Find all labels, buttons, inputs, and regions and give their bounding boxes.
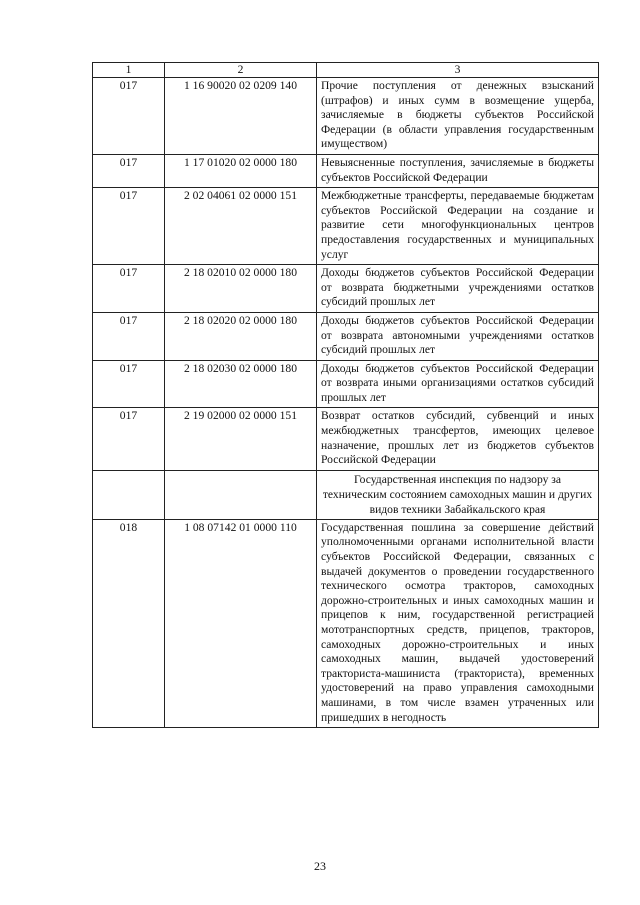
section-title: Государственная инспекция по надзору за техническим состоянием самоходных машин и других видов техники Забайкальского края — [317, 470, 599, 519]
kbk-code-cell: 1 08 07142 01 0000 110 — [165, 519, 317, 727]
admin-code-cell: 017 — [93, 265, 165, 313]
column-header-3: 3 — [317, 63, 599, 78]
column-header-1: 1 — [93, 63, 165, 78]
admin-code-cell: 017 — [93, 188, 165, 265]
section-header-row — [93, 470, 599, 519]
description-cell: Доходы бюджетов субъектов Российской Федерации от возврата бюджетными учреждениями остатков субсидий прошлых лет — [317, 265, 599, 313]
table-header-row — [93, 63, 599, 78]
description-cell: Возврат остатков субсидий, субвенций и иных межбюджетных трансфертов, имеющих целевое назначение, прошлых лет из бюджетов субъектов Российской Федерации — [317, 408, 599, 470]
table-row — [93, 188, 599, 265]
column-header-2: 2 — [165, 63, 317, 78]
table-row — [93, 519, 599, 727]
kbk-code-cell: 1 16 90020 02 0209 140 — [165, 78, 317, 155]
kbk-code-cell: 2 19 02000 02 0000 151 — [165, 408, 317, 470]
kbk-code-cell: 1 17 01020 02 0000 180 — [165, 154, 317, 187]
table-row — [93, 154, 599, 187]
admin-code-cell: 017 — [93, 408, 165, 470]
empty-cell — [93, 470, 165, 519]
table-row — [93, 265, 599, 313]
description-cell: Межбюджетные трансферты, передаваемые бюджетам субъектов Российской Федерации на создание и развитие сети многофункциональных центров предоставления государственных и муниципальных услуг — [317, 188, 599, 265]
table-row — [93, 408, 599, 470]
description-cell: Доходы бюджетов субъектов Российской Федерации от возврата автономными учреждениями остатков субсидий прошлых лет — [317, 312, 599, 360]
description-cell: Прочие поступления от денежных взысканий (штрафов) и иных сумм в возмещение ущерба, зачисляемые в бюджеты субъектов Российской Федерации (в области управления государственным имуществом) — [317, 78, 599, 155]
table-row — [93, 78, 599, 155]
empty-cell — [165, 470, 317, 519]
admin-code-cell: 017 — [93, 360, 165, 408]
kbk-code-cell: 2 18 02030 02 0000 180 — [165, 360, 317, 408]
kbk-code-cell: 2 18 02020 02 0000 180 — [165, 312, 317, 360]
revenue-classification-table — [92, 62, 599, 728]
table-row — [93, 360, 599, 408]
kbk-code-cell: 2 18 02010 02 0000 180 — [165, 265, 317, 313]
admin-code-cell: 017 — [93, 312, 165, 360]
admin-code-cell: 018 — [93, 519, 165, 727]
kbk-code-cell: 2 02 04061 02 0000 151 — [165, 188, 317, 265]
table-row — [93, 312, 599, 360]
admin-code-cell: 017 — [93, 154, 165, 187]
description-cell: Невыясненные поступления, зачисляемые в бюджеты субъектов Российской Федерации — [317, 154, 599, 187]
description-cell: Государственная пошлина за совершение действий уполномоченными органами исполнительной власти субъектов Российской Федерации, связанных с выдачей документов о проведении государственного технического осмотра тракторов, самоходных дорожно-строительных и иных самоходных машин и прицепов к ним, государственной регистрацией мототранспортных средств, прицепов, тракторов, самоходных дорожно-строительных и иных самоходных машин, выдачей удостоверений тракториста-машиниста (тракториста), временных удостоверений на право управления самоходными машинами, в том числе взамен утраченных или пришедших в негодность — [317, 519, 599, 727]
description-cell: Доходы бюджетов субъектов Российской Федерации от возврата иными организациями остатков субсидий прошлых лет — [317, 360, 599, 408]
page-number: 23 — [314, 859, 326, 873]
admin-code-cell: 017 — [93, 78, 165, 155]
